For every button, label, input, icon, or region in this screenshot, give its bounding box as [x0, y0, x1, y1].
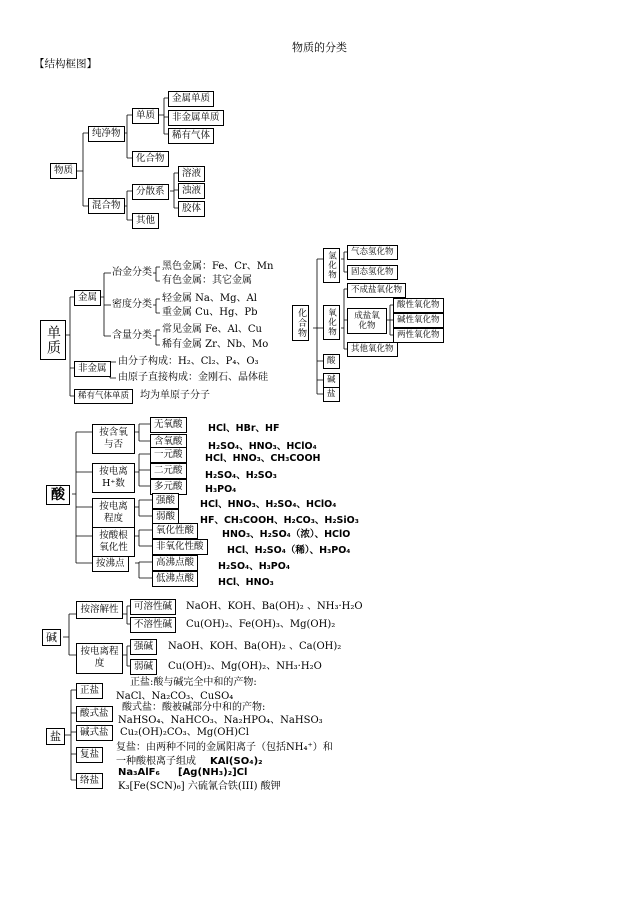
node-oxy: 含氧酸 [150, 434, 187, 450]
node-high-boil: 高沸点酸 [152, 555, 198, 571]
node-nonmetal: 非金属 [74, 361, 111, 377]
text-double-def2: 一种酸根离子组成 [116, 756, 196, 767]
text-heavy-metal: 重金属 Cu、Hg、Pb [162, 307, 258, 318]
node-acid-salt: 酸式盐 [76, 706, 113, 722]
node-normal-salt: 正盐 [76, 683, 103, 699]
text-acid-ex: NaHSO₄、NaHCO₃、Na₂HPO₄、NaHSO₃ [118, 715, 323, 726]
text-light-metal: 轻金属 Na、Mg、Al [162, 293, 257, 304]
node-oxidizing: 氧化性酸 [152, 523, 198, 539]
text-oxidizing-ex: HNO₃、H₂SO₄（浓）、HClO [222, 529, 351, 540]
node-soluble: 可溶性碱 [130, 599, 176, 615]
text-low-boil-ex: HCl、HNO₃ [218, 577, 274, 588]
text-black-metal: 黑色金属：Fe、Cr、Mn [162, 261, 274, 272]
node-hydride: 氢化物 [323, 248, 340, 283]
text-oxy-ex: H₂SO₄、HNO₃、HClO₄ [208, 441, 317, 452]
node-insoluble: 不溶性碱 [130, 617, 176, 633]
node-basic-salt: 碱式盐 [76, 725, 113, 741]
text-acid-def: 酸式盐：酸被碱部分中和的产物: [122, 702, 266, 713]
page-title: 物质的分类 [292, 41, 347, 54]
node-by-ion: 按电离程度 [92, 498, 135, 528]
text-strong-base-ex: NaOH、KOH、Ba(OH)₂ 、Ca(OH)₂ [168, 641, 342, 652]
text-normal-def: 正盐:酸与碱完全中和的产物: [130, 677, 257, 688]
node-nonsalt-oxide: 不成盐氧化物 [347, 283, 406, 298]
text-complex-ex3: K₃[Fe(SCN)₆] 六硫氰合铁(III) 酸钾 [118, 781, 281, 792]
node-by-anion: 按酸根氧化性 [92, 527, 135, 557]
text-weak-acid-ex: HF、CH₃COOH、H₂CO₃、H₂SiO₃ [200, 515, 359, 526]
node-mixture: 混合物 [88, 198, 125, 214]
text-oxyfree-ex: HCl、HBr、HF [208, 423, 280, 434]
text-double-def: 复盐：由两种不同的金属阳离子（包括NH₄⁺）和 [116, 742, 333, 753]
node-salt-oxide: 成盐氧化物 [347, 308, 387, 334]
text-color-metal: 有色金属：其它金属 [162, 275, 252, 286]
node-turbid: 浊液 [178, 183, 205, 199]
node-dispersion: 分散系 [132, 184, 169, 200]
node-weak-acid: 弱酸 [152, 509, 179, 525]
text-di-ex: H₂SO₄、H₂SO₃ [205, 470, 277, 481]
node-base: 碱 [323, 373, 340, 388]
text-noble-note: 均为单原子分子 [140, 390, 210, 401]
text-nonoxidizing-ex: HCl、H₂SO₄（稀）、H₃PO₄ [227, 545, 351, 556]
node-noble: 稀有气体单质 [74, 389, 133, 404]
node-colloid: 胶体 [178, 201, 205, 217]
node-oxide: 氧化物 [323, 305, 340, 340]
node-acid: 酸 [323, 354, 340, 369]
label-density: 密度分类 [112, 299, 152, 310]
node-element-root: 单质 [40, 320, 66, 360]
node-weak-base: 弱碱 [130, 659, 157, 675]
node-compound: 化合物 [132, 151, 169, 167]
node-oxyfree: 无氧酸 [150, 417, 187, 433]
node-base-by-ion: 按电离程度 [76, 643, 123, 674]
section-header: 【结构框图】 [34, 58, 97, 70]
node-base-root: 碱 [42, 629, 61, 646]
node-base-oxide: 碱性氧化物 [393, 313, 444, 328]
text-rare-metal: 稀有金属 Zr、Nb、Mo [162, 339, 269, 350]
node-mono: 一元酸 [150, 447, 187, 463]
node-solid-hydride: 固态氢化物 [347, 265, 398, 280]
text-double-ex: KAl(SO₄)₂ [210, 756, 263, 767]
node-di: 二元酸 [150, 463, 187, 479]
node-element: 单质 [132, 108, 159, 124]
node-other: 其他 [132, 213, 159, 229]
text-poly-ex: H₃PO₄ [205, 484, 237, 495]
text-mono-ex: HCl、HNO₃、CH₃COOH [205, 453, 321, 464]
node-compound-root: 化合物 [292, 305, 309, 341]
text-complex-ex1: Na₃AlF₆ [118, 767, 160, 778]
node-by-h: 按电离H⁺数 [92, 463, 135, 493]
text-common-metal: 常见金属 Fe、Al、Cu [162, 324, 262, 335]
text-insoluble-ex: Cu(OH)₂、Fe(OH)₃、Mg(OH)₂ [186, 619, 336, 630]
text-weak-base-ex: Cu(OH)₂、Mg(OH)₂、NH₃·H₂O [168, 661, 322, 672]
node-metal-element: 金属单质 [168, 91, 214, 107]
node-pure: 纯净物 [88, 126, 125, 142]
node-double-salt: 复盐 [76, 747, 103, 763]
text-normal-ex: NaCl、Na₂CO₃、CuSO₄ [116, 691, 234, 702]
node-nonmetal-element: 非金属单质 [168, 110, 224, 126]
node-solution: 溶液 [178, 166, 205, 182]
node-low-boil: 低沸点酸 [152, 571, 198, 587]
text-basic-ex: Cu₂(OH)₂CO₃、Mg(OH)Cl [120, 727, 249, 738]
label-smelting: 冶金分类 [112, 267, 152, 278]
node-gas-hydride: 气态氢化物 [347, 245, 398, 260]
node-complex-salt: 络盐 [76, 773, 103, 789]
text-molecule: 由分子构成：H₂、Cl₂、P₄、O₃ [118, 356, 259, 367]
node-acid-root: 酸 [46, 485, 70, 505]
node-by-boil: 按沸点 [92, 556, 129, 572]
node-poly: 多元酸 [150, 479, 187, 495]
node-by-sol: 按溶解性 [76, 601, 123, 619]
node-nonoxidizing: 非氧化性酸 [152, 539, 208, 555]
node-salt: 盐 [323, 387, 340, 402]
text-high-boil-ex: H₂SO₄、H₃PO₄ [218, 561, 291, 572]
node-by-oxygen: 按含氧与否 [92, 424, 135, 454]
text-atom: 由原子直接构成：金刚石、晶体硅 [118, 372, 268, 383]
node-metal: 金属 [74, 290, 101, 306]
node-strong-acid: 强酸 [152, 493, 179, 509]
node-noble-gas: 稀有气体 [168, 128, 214, 144]
text-complex-ex2: [Ag(NH₃)₂]Cl [178, 767, 248, 778]
node-salt-root: 盐 [46, 728, 65, 745]
text-soluble-ex: NaOH、KOH、Ba(OH)₂ 、NH₃·H₂O [186, 601, 363, 612]
label-content: 含量分类 [112, 330, 152, 341]
node-other-oxide: 其他氧化物 [347, 342, 398, 357]
node-matter: 物质 [50, 163, 77, 179]
node-acid-oxide: 酸性氧化物 [393, 298, 444, 313]
node-strong-base: 强碱 [130, 639, 157, 655]
node-amph-oxide: 两性氧化物 [393, 328, 444, 343]
text-strong-acid-ex: HCl、HNO₃、H₂SO₄、HClO₄ [200, 499, 337, 510]
